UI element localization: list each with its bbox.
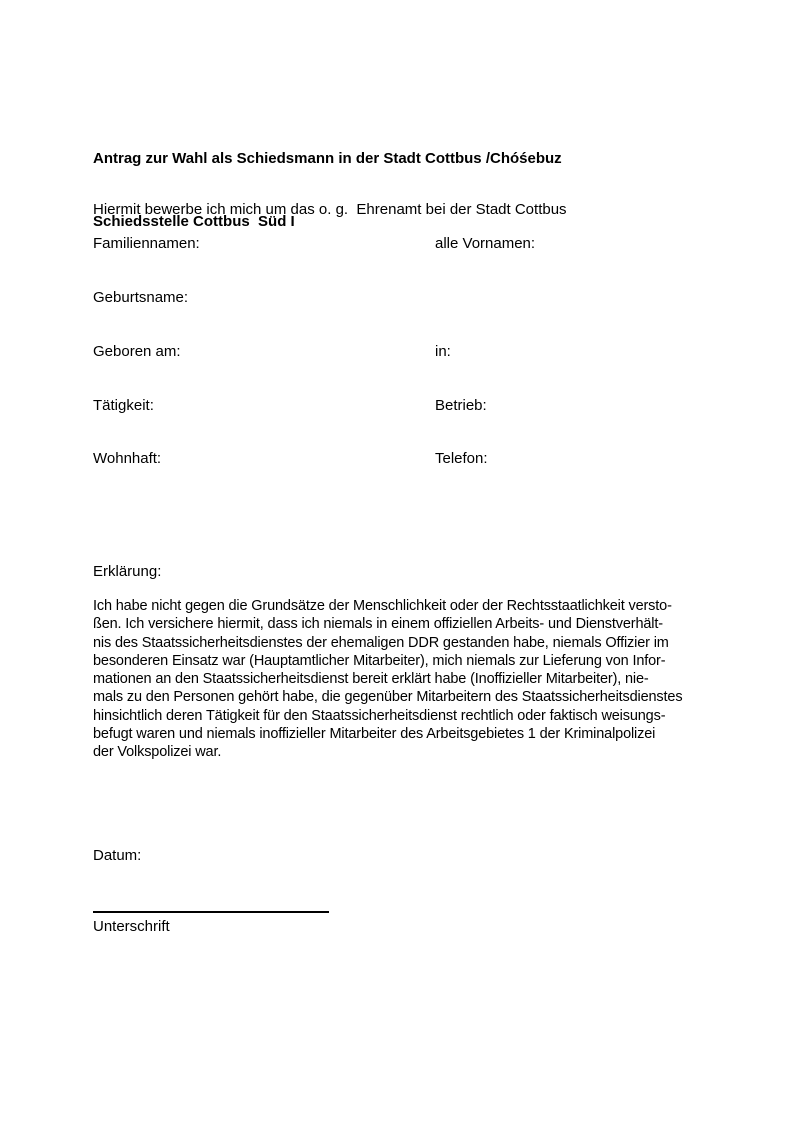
field-label-wohnhaft: Wohnhaft: <box>93 450 162 467</box>
field-label-alle-vornamen: alle Vornamen: <box>435 235 536 252</box>
field-row-geburtsname <box>93 289 733 309</box>
field-row-geboren <box>93 343 733 363</box>
field-label-telefon: Telefon: <box>435 450 488 467</box>
unterschrift-label: Unterschrift <box>93 918 170 935</box>
document-title-line2: Schiedsstelle Cottbus Süd I <box>93 213 295 230</box>
declaration-line: mationen an den Staatssicherheitsdienst bereit erklärt habe (Inoffizieller Mitarbeiter), nie- <box>93 671 649 688</box>
field-label-familiennamen: Familiennamen: <box>93 235 200 252</box>
document-title-line1: Antrag zur Wahl als Schiedsmann in der Stadt Cottbus /Chóśebuz <box>93 150 562 167</box>
field-label-taetigkeit: Tätigkeit: <box>93 397 154 414</box>
declaration-line: nis des Staatssicherheitsdienstes der ehemaligen DDR gestanden habe, niemals Offizier im <box>93 634 669 651</box>
declaration-line: mals zu den Personen gehört habe, die gegenüber Mitarbeitern des Staatssicherheitsdienstes <box>93 689 683 706</box>
intro-line: Hiermit bewerbe ich mich um das o. g. Ehrenamt bei der Stadt Cottbus <box>93 201 567 218</box>
field-label-in: in: <box>435 343 451 360</box>
declaration-paragraph <box>93 597 753 762</box>
field-label-geburtsname: Geburtsname: <box>93 289 189 306</box>
datum-label: Datum: <box>93 847 142 864</box>
field-row-wohnhaft <box>93 450 733 470</box>
field-row-name <box>93 235 733 255</box>
declaration-heading: Erklärung: <box>93 563 162 580</box>
field-label-betrieb: Betrieb: <box>435 397 487 414</box>
declaration-line: Ich habe nicht gegen die Grundsätze der Menschlichkeit oder der Rechtsstaatlichkeit versto- <box>93 598 672 614</box>
declaration-line: hinsichtlich deren Tätigkeit für den Staatssicherheitsdienst rechtlich oder faktisch weisungs- <box>93 707 666 724</box>
declaration-line: ßen. Ich versichere hiermit, dass ich niemals in einem offiziellen Arbeits- und Dienstverhält- <box>93 616 663 633</box>
field-row-taetigkeit <box>93 397 733 417</box>
declaration-line: der Volkspolizei war. <box>93 744 222 761</box>
declaration-line: befugt waren und niemals inoffizieller Mitarbeiter des Arbeitsgebietes 1 der Kriminalpolizei <box>93 726 656 743</box>
field-label-geboren-am: Geboren am: <box>93 343 181 360</box>
signature-line <box>93 911 329 913</box>
declaration-line: besonderen Einsatz war (Hauptamtlicher Mitarbeiter), mich niemals zur Lieferung von Infor- <box>93 652 666 669</box>
